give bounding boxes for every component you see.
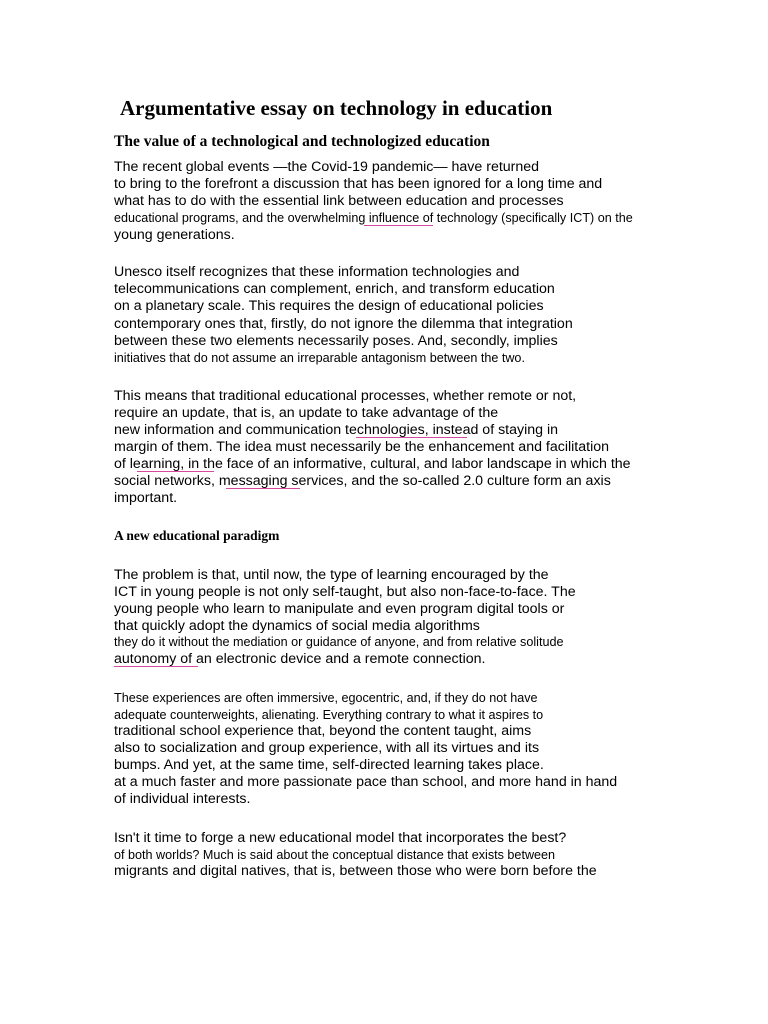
paragraph-2-line: telecommunications can complement, enrich, and transform education bbox=[114, 281, 555, 297]
paragraph-3-line: require an update, that is, an update to take advantage of the bbox=[114, 405, 499, 421]
paragraph-5-line: traditional school experience that, beyond the content taught, aims bbox=[114, 723, 532, 739]
spellcheck-underline bbox=[226, 487, 300, 489]
paragraph-1-line: educational programs, and the overwhelming influence of technology (specifically ICT) on the bbox=[114, 211, 633, 225]
spellcheck-underline bbox=[356, 436, 467, 438]
paragraph-3-line: This means that traditional educational processes, whether remote or not, bbox=[114, 388, 577, 404]
paragraph-4-line: young people who learn to manipulate and even program digital tools or bbox=[114, 601, 565, 617]
paragraph-6-line: migrants and digital natives, that is, between those who were born before the bbox=[114, 863, 597, 879]
paragraph-3-line: new information and communication technologies, instead of staying in bbox=[114, 422, 559, 438]
paragraph-6-line: of both worlds? Much is said about the conceptual distance that exists between bbox=[114, 848, 556, 862]
paragraph-5-line: bumps. And yet, at the same time, self-directed learning takes place. bbox=[114, 757, 544, 773]
paragraph-3-line: of learning, in the face of an informative, cultural, and labor landscape in which the bbox=[114, 456, 631, 472]
paragraph-1-line: what has to do with the essential link between education and processes bbox=[114, 193, 564, 209]
paragraph-4-line: that quickly adopt the dynamics of social media algorithms bbox=[114, 618, 480, 634]
paragraph-1-line: young generations. bbox=[114, 227, 235, 243]
spellcheck-underline bbox=[137, 470, 214, 472]
paragraph-4-line: they do it without the mediation or guidance of anyone, and from relative solitude bbox=[114, 635, 564, 649]
paragraph-3-line: margin of them. The idea must necessarily be the enhancement and facilitation bbox=[114, 439, 610, 455]
paragraph-2-line: contemporary ones that, firstly, do not ignore the dilemma that integration bbox=[114, 316, 573, 332]
document-title: Argumentative essay on technology in education bbox=[120, 96, 553, 120]
paragraph-4-line: autonomy of an electronic device and a remote connection. bbox=[114, 651, 486, 667]
paragraph-5-line: adequate counterweights, alienating. Everything contrary to what it aspires to bbox=[114, 708, 544, 722]
paragraph-4-line: The problem is that, until now, the type of learning encouraged by the bbox=[114, 567, 549, 583]
paragraph-2-line: between these two elements necessarily poses. And, secondly, implies bbox=[114, 333, 558, 349]
paragraph-3-line: social networks, messaging services, and the so-called 2.0 culture form an axis bbox=[114, 473, 611, 489]
document-subtitle: The value of a technological and technologized education bbox=[114, 133, 490, 150]
paragraph-5-line: These experiences are often immersive, egocentric, and, if they do not have bbox=[114, 691, 538, 705]
paragraph-2-line: on a planetary scale. This requires the design of educational policies bbox=[114, 298, 544, 314]
paragraph-1-line: to bring to the forefront a discussion that has been ignored for a long time and bbox=[114, 176, 603, 192]
paragraph-5-line: at a much faster and more passionate pace than school, and more hand in hand bbox=[114, 774, 618, 790]
paragraph-2-line: initiatives that do not assume an irreparable antagonism between the two. bbox=[114, 351, 525, 365]
section-heading: A new educational paradigm bbox=[114, 528, 280, 543]
paragraph-1-line: The recent global events —the Covid-19 pandemic— have returned bbox=[114, 159, 540, 175]
paragraph-4-line: ICT in young people is not only self-taught, but also non-face-to-face. The bbox=[114, 584, 576, 600]
paragraph-2-line: Unesco itself recognizes that these information technologies and bbox=[114, 264, 520, 280]
paragraph-5-line: of individual interests. bbox=[114, 791, 251, 807]
paragraph-3-line: important. bbox=[114, 490, 178, 506]
spellcheck-underline bbox=[364, 224, 433, 226]
spellcheck-underline bbox=[114, 665, 198, 667]
paragraph-5-line: also to socialization and group experience, with all its virtues and its bbox=[114, 740, 540, 756]
paragraph-6-line: Isn't it time to forge a new educational model that incorporates the best? bbox=[114, 830, 567, 846]
